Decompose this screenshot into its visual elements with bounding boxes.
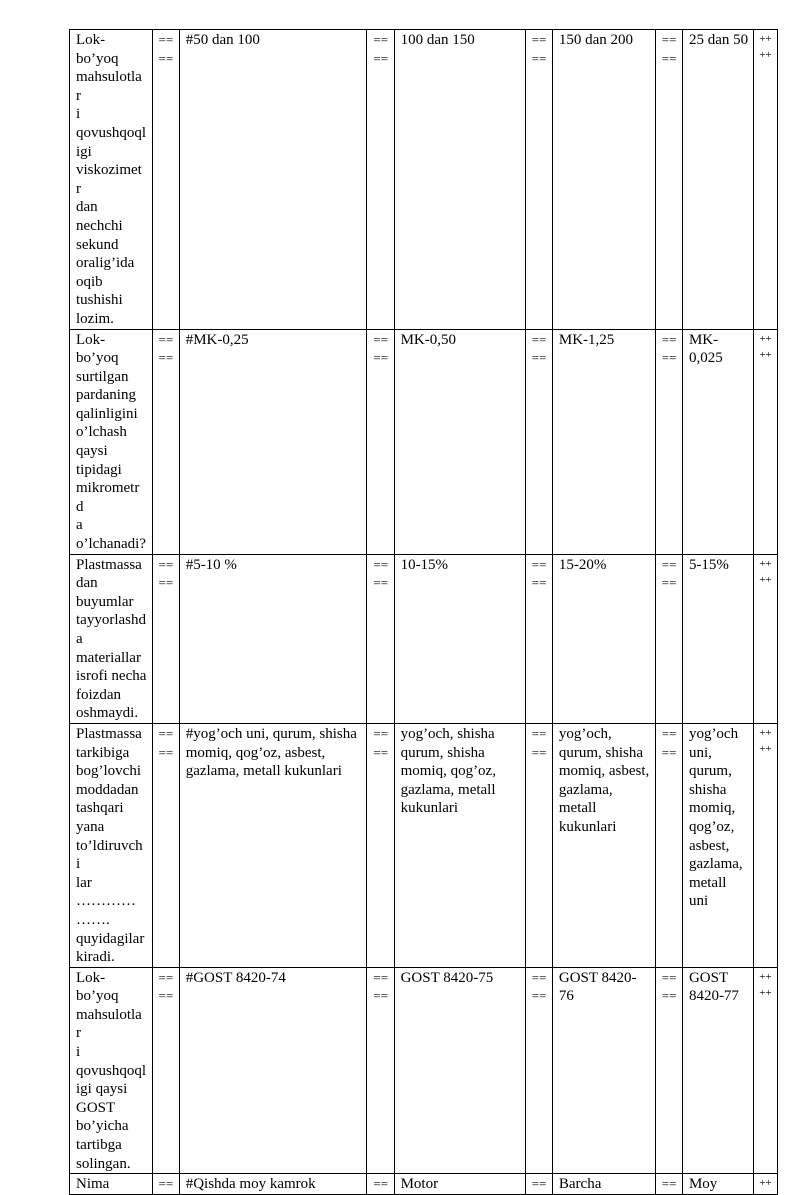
separator-cell-line: == xyxy=(661,32,677,47)
separator-cell xyxy=(367,723,394,967)
separator-cell-line: == xyxy=(158,350,174,366)
question-cell-line: Lok- xyxy=(76,32,106,48)
question-cell-line: moddadan xyxy=(76,781,139,798)
mark-cell xyxy=(754,554,778,723)
question-cell-line: GOST xyxy=(76,1099,116,1116)
question-cell-line: ……. xyxy=(76,911,110,928)
separator-cell xyxy=(655,30,682,330)
question-cell-line: Plastmassa xyxy=(76,556,142,573)
separator-cell xyxy=(655,329,682,554)
answer-cell: yog’och, shisha qurum, shisha momiq, qog’oz, gazlama, metall kukunlari xyxy=(394,723,525,967)
separator-cell-line: == xyxy=(661,988,677,1004)
separator-cell-line: == xyxy=(373,350,389,366)
separator-cell xyxy=(655,723,682,967)
separator-cell-line: == xyxy=(373,744,389,760)
mark-cell-line: ++ xyxy=(759,986,772,999)
correct-answer-cell: #MK-0,25 xyxy=(179,329,367,554)
answer-cell: yog’och, qurum, shisha momiq, asbest, gazlama, metall kukunlari xyxy=(552,723,655,967)
question-cell-line: oqib xyxy=(76,273,103,290)
question-cell xyxy=(70,554,153,723)
separator-cell-line: == xyxy=(531,50,547,66)
answer-cell: 25 dan 50 xyxy=(682,30,753,330)
answer-cell: 100 dan 150 xyxy=(394,30,525,330)
separator-cell xyxy=(655,967,682,1174)
separator-cell-line: == xyxy=(158,969,174,985)
correct-answer-cell: #GOST 8420-74 xyxy=(179,967,367,1174)
separator-cell-line: == xyxy=(373,725,389,741)
question-cell-line: qalinligini xyxy=(76,405,138,422)
separator-cell xyxy=(525,967,552,1174)
separator-cell xyxy=(152,554,179,723)
question-cell-line: tarkibiga xyxy=(76,744,130,761)
separator-cell xyxy=(152,30,179,330)
separator-cell-line: == xyxy=(661,744,677,760)
separator-cell-line: == xyxy=(158,744,174,760)
mark-cell xyxy=(754,329,778,554)
separator-cell-line: == xyxy=(158,1176,174,1192)
separator-cell-line: == xyxy=(158,331,174,347)
question-cell-line: Nima xyxy=(76,1176,110,1193)
mark-cell-line: ++ xyxy=(759,726,772,739)
separator-cell-line: == xyxy=(531,1176,547,1192)
separator-cell-line: == xyxy=(531,575,547,591)
question-cell-line: i xyxy=(76,1044,81,1061)
answer-cell: MK-0,025 xyxy=(682,329,753,554)
separator-cell-line: == xyxy=(373,331,389,347)
table-row xyxy=(70,723,778,967)
separator-cell-line: == xyxy=(158,32,174,47)
question-cell-line: tartibga xyxy=(76,1137,122,1154)
question-cell xyxy=(70,1174,153,1195)
separator-cell xyxy=(655,554,682,723)
question-cell-line: tipidagi xyxy=(76,461,122,478)
mark-cell-line: ++ xyxy=(759,348,772,361)
mark-cell xyxy=(754,1174,778,1195)
question-cell-line: a xyxy=(76,631,83,647)
question-cell-line: dan xyxy=(76,575,98,592)
question-cell-line: quyidagilar xyxy=(76,930,145,947)
separator-cell xyxy=(367,30,394,330)
question-cell-line: a xyxy=(76,517,83,534)
answer-cell: 10-15% xyxy=(394,554,525,723)
answer-cell: GOST 8420-75 xyxy=(394,967,525,1174)
mark-cell xyxy=(754,967,778,1174)
table-row xyxy=(70,967,778,1174)
separator-cell-line: == xyxy=(531,350,547,366)
separator-cell-line: == xyxy=(661,575,677,591)
separator-cell-line: == xyxy=(158,556,174,572)
separator-cell-line: == xyxy=(661,1176,677,1192)
question-cell xyxy=(70,723,153,967)
answer-cell: MK-1,25 xyxy=(552,329,655,554)
separator-cell-line: == xyxy=(661,331,677,347)
question-cell-line: lozim. xyxy=(76,310,114,327)
question-cell-line: dan xyxy=(76,199,98,216)
question-cell-line: tushishi xyxy=(76,292,123,309)
separator-cell-line: == xyxy=(531,725,547,741)
answer-cell: 5-15% xyxy=(682,554,753,723)
answer-cell: 15-20% xyxy=(552,554,655,723)
separator-cell xyxy=(367,329,394,554)
question-cell-line: mahsulotlar xyxy=(76,69,142,104)
separator-cell-line: == xyxy=(373,32,389,47)
separator-cell-line: == xyxy=(661,350,677,366)
test-questions-table xyxy=(69,29,778,1195)
question-cell-line: mikrometrd xyxy=(76,480,140,515)
question-cell-line: o’lchash xyxy=(76,424,127,441)
answer-cell: 150 dan 200 xyxy=(552,30,655,330)
question-cell-line: bo’yoq xyxy=(76,350,119,367)
separator-cell xyxy=(525,329,552,554)
mark-cell-line: ++ xyxy=(759,742,772,755)
separator-cell-line: == xyxy=(373,50,389,66)
question-cell-line: buyumlar xyxy=(76,593,134,610)
table-body xyxy=(70,30,778,1195)
question-cell xyxy=(70,329,153,554)
question-cell-line: qovushqoql xyxy=(76,124,147,141)
answer-cell: yog’och uni, qurum, shisha momiq, qog’oz, asbest, gazlama, metall uni xyxy=(682,723,753,967)
question-cell-line: tayyorlashd xyxy=(76,612,146,629)
question-cell-line: qaysi xyxy=(76,443,108,460)
separator-cell xyxy=(525,30,552,330)
mark-cell-line: ++ xyxy=(759,49,772,61)
answer-cell: Motor xyxy=(394,1174,525,1195)
question-cell-line: oshmaydi. xyxy=(76,705,139,722)
question-cell-line: ………… xyxy=(76,893,136,910)
question-cell-line: mahsulotlar xyxy=(76,1006,142,1042)
separator-cell xyxy=(655,1174,682,1195)
separator-cell xyxy=(367,1174,394,1195)
question-cell xyxy=(70,967,153,1174)
table-row xyxy=(70,1174,778,1195)
separator-cell-line: == xyxy=(158,575,174,591)
separator-cell xyxy=(152,723,179,967)
separator-cell-line: == xyxy=(661,969,677,985)
separator-cell-line: == xyxy=(158,988,174,1004)
question-cell-line: surtilgan xyxy=(76,368,129,385)
separator-cell-line: == xyxy=(661,725,677,741)
question-cell-line: foizdan xyxy=(76,686,121,703)
separator-cell-line: == xyxy=(373,556,389,572)
question-cell-line: viskozimetr xyxy=(76,162,142,197)
question-cell-line: Lok- xyxy=(76,331,106,348)
mark-cell-line: ++ xyxy=(759,557,772,570)
separator-cell xyxy=(152,1174,179,1195)
separator-cell-line: == xyxy=(531,32,547,47)
separator-cell-line: == xyxy=(373,575,389,591)
question-cell xyxy=(70,30,153,330)
separator-cell xyxy=(525,723,552,967)
separator-cell xyxy=(152,967,179,1174)
answer-cell: MK-0,50 xyxy=(394,329,525,554)
separator-cell xyxy=(367,554,394,723)
question-cell-line: bo’yoq xyxy=(76,50,119,67)
question-cell-line: materiallar xyxy=(76,649,141,666)
mark-cell-line: ++ xyxy=(759,33,772,45)
separator-cell-line: == xyxy=(661,556,677,572)
separator-cell-line: == xyxy=(373,969,389,985)
table-row xyxy=(70,329,778,554)
question-cell-line: igi xyxy=(76,143,92,160)
answer-cell: Barcha xyxy=(552,1174,655,1195)
separator-cell xyxy=(367,967,394,1174)
separator-cell-line: == xyxy=(531,988,547,1004)
answer-cell: Moy xyxy=(682,1174,753,1195)
separator-cell-line: == xyxy=(661,50,677,66)
separator-cell-line: == xyxy=(531,556,547,572)
question-cell-line: sekund xyxy=(76,236,119,253)
table-row xyxy=(70,554,778,723)
separator-cell-line: == xyxy=(531,331,547,347)
question-cell-line: lar xyxy=(76,874,92,891)
question-cell-line: qovushqoql xyxy=(76,1062,147,1079)
separator-cell-line: == xyxy=(158,725,174,741)
question-cell-line: Lok- xyxy=(76,969,106,986)
table-row xyxy=(70,30,778,330)
question-cell-line: i xyxy=(76,106,81,123)
mark-cell-line: ++ xyxy=(759,1177,772,1190)
question-cell-line: bog’lovchi xyxy=(76,763,141,780)
mark-cell-line: ++ xyxy=(759,573,772,586)
question-cell-line: tashqari xyxy=(76,800,124,817)
separator-cell-line: == xyxy=(373,988,389,1004)
question-cell-line: isrofi necha xyxy=(76,668,147,685)
question-cell-line: oralig’ida xyxy=(76,255,135,272)
separator-cell xyxy=(152,329,179,554)
correct-answer-cell: #5-10 % xyxy=(179,554,367,723)
question-cell-line: bo’yoq xyxy=(76,988,119,1005)
question-cell-line: solingan. xyxy=(76,1155,131,1172)
question-cell-line: nechchi xyxy=(76,217,123,234)
question-cell-line: igi qaysi xyxy=(76,1081,128,1098)
question-cell-line: pardaning xyxy=(76,387,136,404)
correct-answer-cell: #yog’och uni, qurum, shisha momiq, qog’oz, asbest, gazlama, metall kukunlari xyxy=(179,723,367,967)
question-cell-line: kiradi. xyxy=(76,949,115,966)
question-cell-line: Plastmassa xyxy=(76,725,142,742)
question-cell-line: bo’yicha xyxy=(76,1118,129,1135)
correct-answer-cell: #50 dan 100 xyxy=(179,30,367,330)
mark-cell-line: ++ xyxy=(759,970,772,983)
separator-cell-line: == xyxy=(531,744,547,760)
separator-cell-line: == xyxy=(158,50,174,66)
question-cell-line: yana xyxy=(76,818,105,835)
correct-answer-cell: #Qishda moy kamrok xyxy=(179,1174,367,1195)
answer-cell: GOST 8420-77 xyxy=(682,967,753,1174)
answer-cell: GOST 8420-76 xyxy=(552,967,655,1174)
separator-cell-line: == xyxy=(531,969,547,985)
question-cell-line: o’lchanadi? xyxy=(76,536,146,553)
mark-cell xyxy=(754,30,778,330)
question-cell-line: to’ldiruvchi xyxy=(76,837,143,873)
separator-cell-line: == xyxy=(373,1176,389,1192)
mark-cell xyxy=(754,723,778,967)
mark-cell-line: ++ xyxy=(759,332,772,345)
separator-cell xyxy=(525,1174,552,1195)
separator-cell xyxy=(525,554,552,723)
